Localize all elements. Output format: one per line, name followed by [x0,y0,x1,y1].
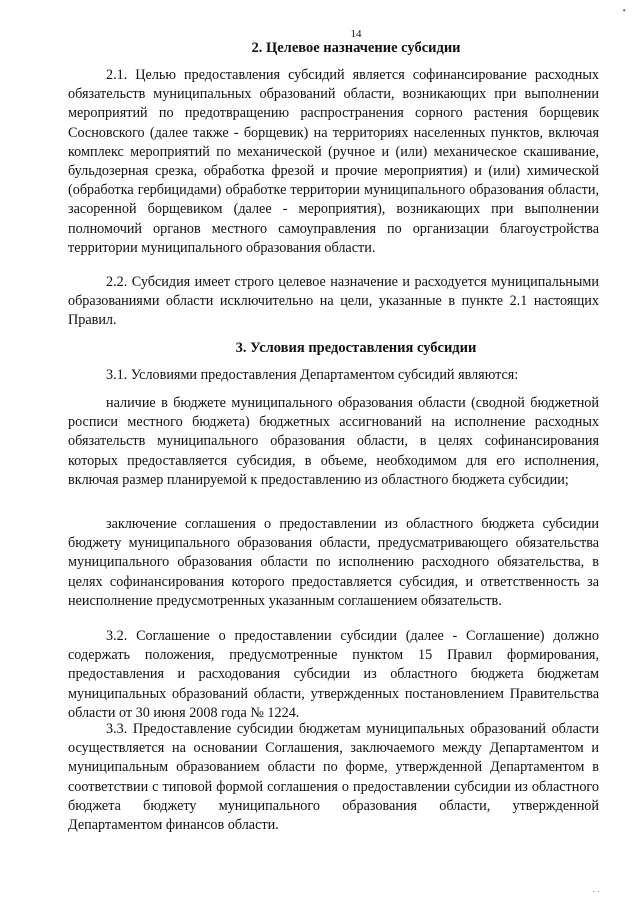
paragraph-3-3: 3.3. Предоставление субсидии бюджетам муниципальных образований области осуществляется на основании Соглашения, заключаемого между Департаментом и муниципальным образованием области по форме, утвержденной Департаментом в соответствии с типовой формой соглашения о предоставлении субсидии из областного бюджета бюджету муниципального образования области, утвержденной Департаментом финансов области. [68,721,599,834]
paragraph-3-1: 3.1. Условиями предоставления Департаментом субсидий являются: [106,367,519,383]
condition-budget-allocations: наличие в бюджете муниципального образования области (сводной бюджетной росписи местного бюджета) бюджетных ассигнований на исполнение расходных обязательств муниципального образования области, в целях софинансирования которых предоставляется субсидия, в объеме, необходимом для его исполнения, включая размер планируемой к предоставлению из областного бюджета субсидии; [68,395,599,488]
section-2-heading: 2. Целевое назначение субсидии [251,40,461,56]
scan-corner-mark: • [622,6,626,17]
scan-edge-mark: . . [592,884,600,895]
page-number: 14 [350,28,362,40]
paragraph-2-2: 2.2. Субсидия имеет строго целевое назначение и расходуется муниципальными образованиями области исключительно на цели, указанные в пункте 2.1 настоящих Правил. [68,274,599,329]
paragraph-3-2: 3.2. Соглашение о предоставлении субсидии (далее - Соглашение) должно содержать положения, предусмотренные пунктом 15 Правил формирования, предоставления и расходования субсидии из областного бюджета бюджетам муниципальных образований области, утвержденных постановлением Правительства области от 30 июня 2008 года № 1224. [68,628,599,721]
paragraph-2-1: 2.1. Целью предоставления субсидий является софинансирование расходных обязательств муниципальных образований области, возникающих при выполнении мероприятий по предотвращению распространения сорного растения борщевик Сосновского (далее также - борщевик) на территориях населенных пунктов, включая комплекс мероприятий по механической (ручное и (или) механическое скашивание, бульдозерная срезка, обработка фрезой и прочие мероприятия) и (или) химической (обработка гербицидами) обработке территории муниципального образования области, засоренной борщевиком (далее - мероприятия), возникающих при выполнении полномочий органов местного самоуправления по организации благоустройства территории муниципального образования области. [68,67,599,256]
section-3-heading: 3. Условия предоставления субсидии [235,340,477,356]
condition-agreement: заключение соглашения о предоставлении из областного бюджета субсидии бюджету муниципального образования области, предусматривающего обязательства муниципального образования области по исполнению расходного обязательства, в целях софинансирования которого предоставляется субсидия, и ответственность за неисполнение предусмотренных указанным соглашением обязательств. [68,516,599,609]
